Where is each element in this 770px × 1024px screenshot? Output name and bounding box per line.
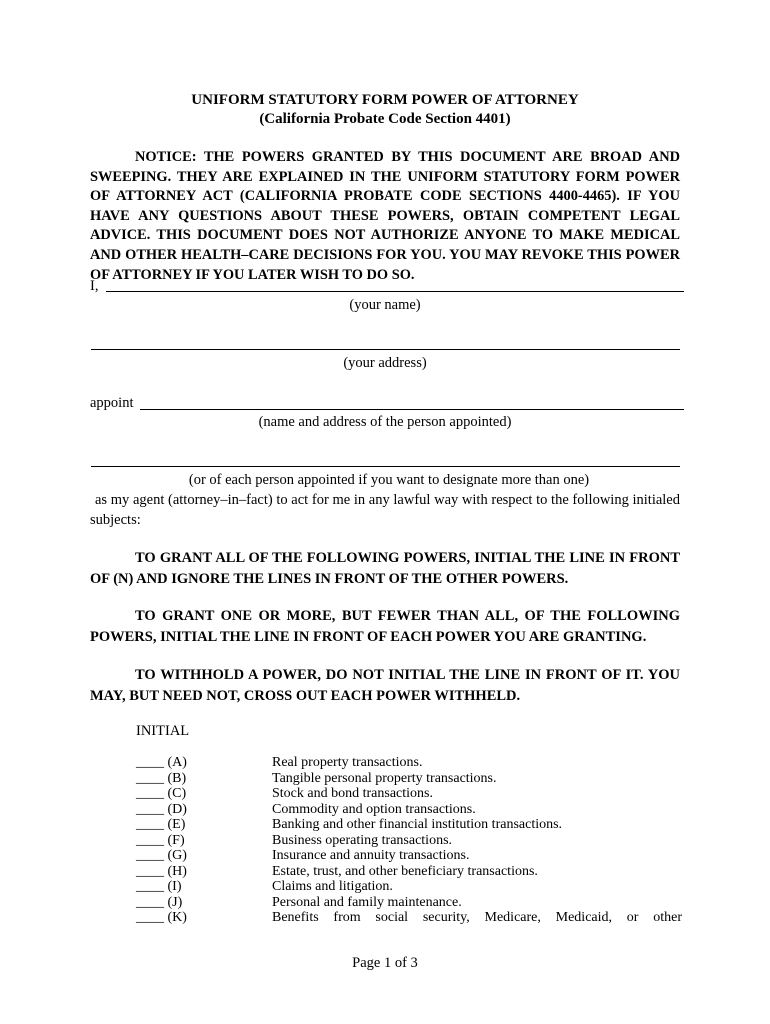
power-description: Benefits from social security, Medicare, Medicaid, or other bbox=[272, 910, 682, 925]
document-subtitle: (California Probate Code Section 4401) bbox=[259, 111, 511, 127]
power-initial-line[interactable]: ____ (G) bbox=[136, 848, 187, 863]
appointee-line[interactable] bbox=[140, 409, 684, 410]
power-initial-line[interactable]: ____ (E) bbox=[136, 817, 186, 832]
appoint-label: appoint bbox=[90, 395, 134, 411]
address-line[interactable] bbox=[91, 349, 680, 350]
power-initial-line[interactable]: ____ (J) bbox=[136, 894, 183, 910]
power-item-f bbox=[136, 833, 682, 849]
i-label: I, bbox=[90, 278, 99, 294]
instruction-grant-all: TO GRANT ALL OF THE FOLLOWING POWERS, INITIAL THE LINE IN FRONT OF (N) AND IGNORE THE LINES IN FRONT OF THE OTHER POWERS. bbox=[90, 550, 680, 587]
power-initial-line[interactable]: ____ (B) bbox=[136, 770, 187, 786]
power-description: Stock and bond transactions. bbox=[272, 786, 433, 801]
power-item-d bbox=[136, 802, 682, 818]
power-description: Claims and litigation. bbox=[272, 879, 393, 894]
power-item-j bbox=[136, 895, 682, 911]
power-description: Banking and other financial institution transactions. bbox=[272, 817, 563, 832]
agent-clause: as my agent (attorney–in–fact) to act for me in any lawful way with respect to the following initialed subjects: bbox=[90, 492, 680, 528]
power-initial-line[interactable]: ____ (K) bbox=[136, 910, 187, 925]
power-initial-line[interactable]: ____ (H) bbox=[136, 863, 187, 879]
power-item-e bbox=[136, 817, 682, 833]
power-initial-line[interactable]: ____ (F) bbox=[136, 832, 185, 848]
power-description: Personal and family maintenance. bbox=[272, 894, 462, 910]
notice-paragraph: NOTICE: THE POWERS GRANTED BY THIS DOCUMENT ARE BROAD AND SWEEPING. THEY ARE EXPLAINED IN THE UNIFORM STATUTORY FORM POWER OF ATTORNEY ACT (CALIFORNIA PROBATE CODE SECTIONS 4400-4465). IF YOU HAVE ANY QUESTIONS ABOUT THESE POWERS, OBTAIN COMPETENT LEGAL ADVICE. THIS DOCUMENT DOES NOT AUTHORIZE ANYONE TO MAKE MEDICAL AND OTHER HEALTH–CARE DECISIONS FOR YOU. YOU MAY REVOKE THIS POWER OF ATTORNEY IF YOU LATER WISH TO DO SO. bbox=[90, 149, 680, 283]
power-initial-line[interactable]: ____ (C) bbox=[136, 786, 187, 801]
appointee-caption: (name and address of the person appointed) bbox=[258, 414, 512, 430]
instruction-grant-some: TO GRANT ONE OR MORE, BUT FEWER THAN ALL, OF THE FOLLOWING POWERS, INITIAL THE LINE IN FRONT OF EACH POWER YOU ARE GRANTING. bbox=[90, 608, 680, 645]
power-initial-line[interactable]: ____ (D) bbox=[136, 801, 187, 817]
power-description: Insurance and annuity transactions. bbox=[272, 848, 470, 863]
power-initial-line[interactable]: ____ (I) bbox=[136, 879, 182, 894]
power-item-g bbox=[136, 848, 682, 864]
power-item-a bbox=[136, 755, 682, 771]
additional-appointee-line[interactable] bbox=[91, 466, 680, 467]
power-description: Commodity and option transactions. bbox=[272, 801, 476, 817]
address-caption: (your address) bbox=[343, 355, 427, 371]
instruction-withhold: TO WITHHOLD A POWER, DO NOT INITIAL THE LINE IN FRONT OF IT. YOU MAY, BUT NEED NOT, CROSS OUT EACH POWER WITHHELD. bbox=[90, 667, 680, 704]
page-number: Page 1 of 3 bbox=[352, 955, 418, 971]
power-description: Business operating transactions. bbox=[272, 832, 453, 848]
power-item-h bbox=[136, 864, 682, 880]
name-caption: (your name) bbox=[349, 297, 421, 313]
name-line[interactable] bbox=[106, 291, 684, 292]
power-description: Tangible personal property transactions. bbox=[272, 770, 497, 786]
initial-heading: INITIAL bbox=[136, 723, 190, 739]
powers-list bbox=[136, 755, 682, 926]
power-initial-line[interactable]: ____ (A) bbox=[136, 755, 187, 770]
power-item-i bbox=[136, 879, 682, 895]
power-description: Real property transactions. bbox=[272, 755, 423, 770]
power-item-c bbox=[136, 786, 682, 802]
power-description: Estate, trust, and other beneficiary transactions. bbox=[272, 863, 538, 879]
power-item-k bbox=[136, 910, 682, 926]
document-title: UNIFORM STATUTORY FORM POWER OF ATTORNEY bbox=[191, 92, 579, 108]
power-item-b bbox=[136, 771, 682, 787]
each-person-caption: (or of each person appointed if you want to designate more than one) bbox=[188, 472, 590, 488]
